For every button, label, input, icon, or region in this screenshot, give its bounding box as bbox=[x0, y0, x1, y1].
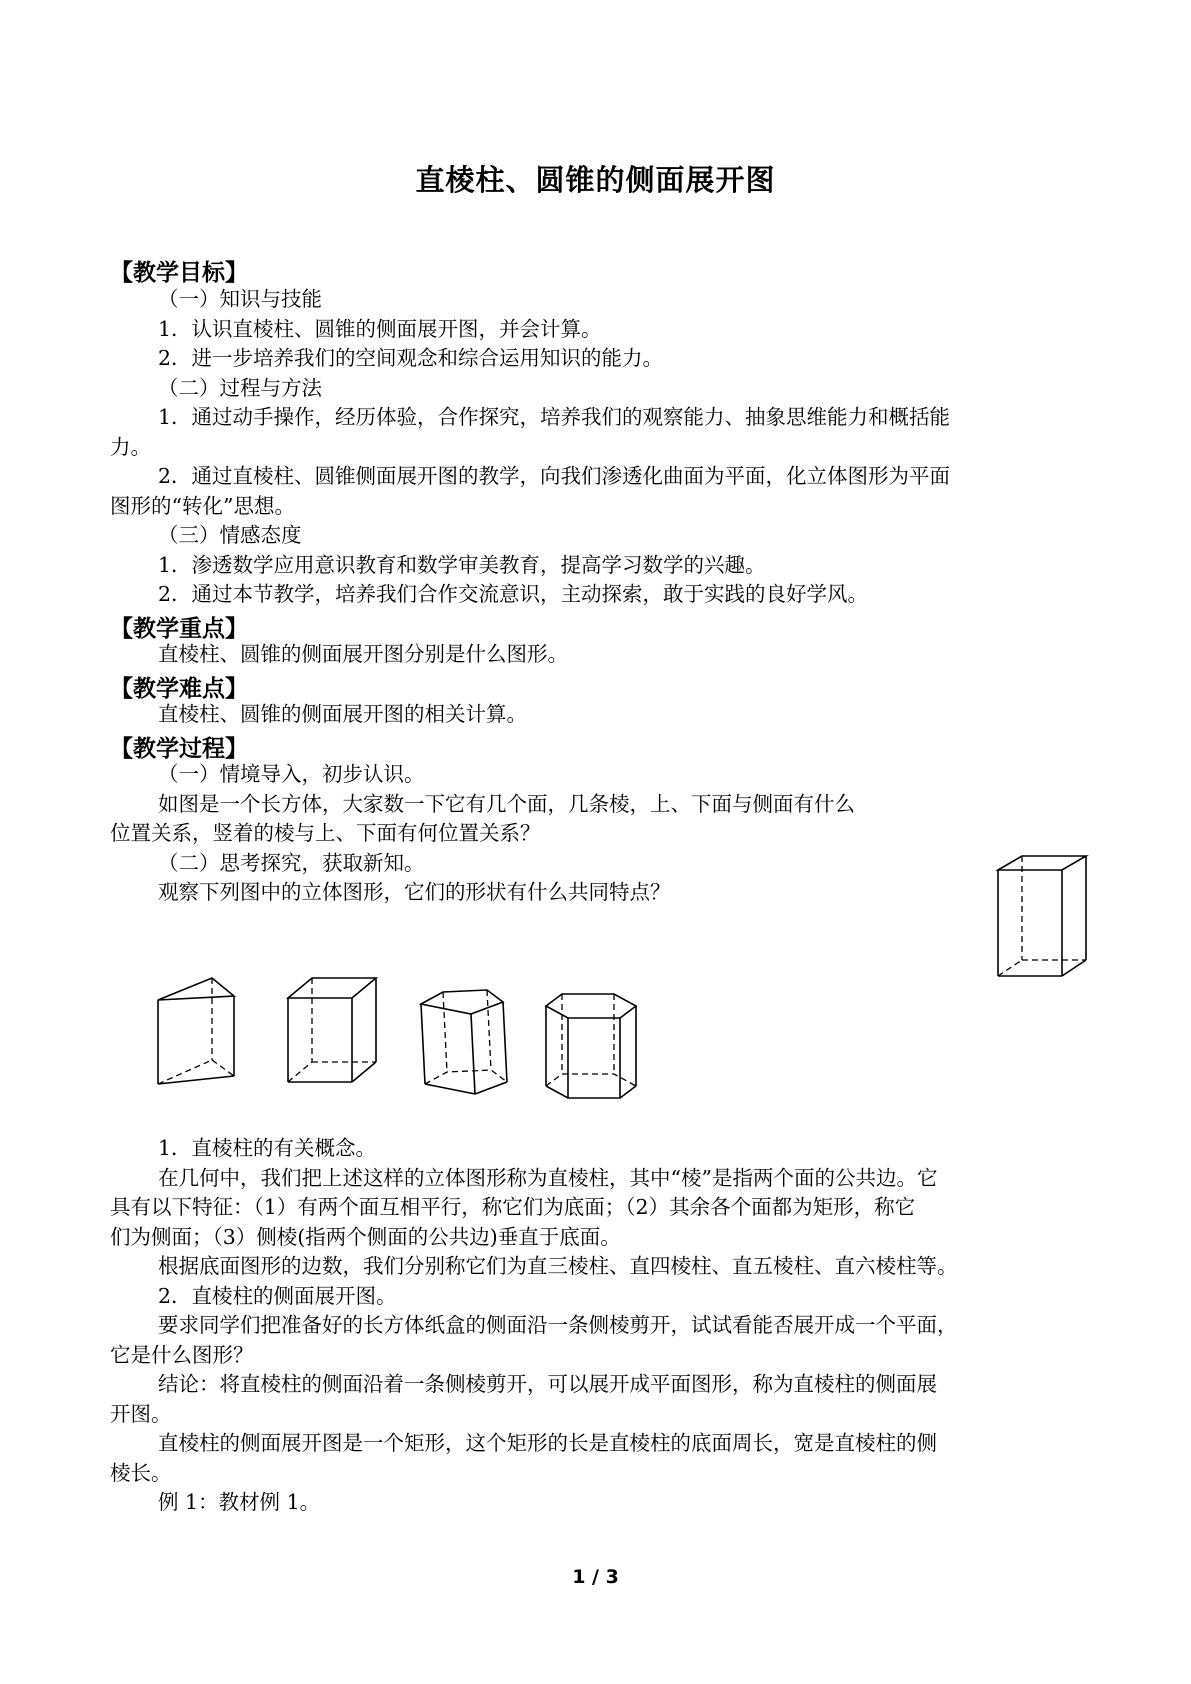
subheading-explore: （二）思考探究，获取新知。 bbox=[158, 851, 425, 875]
paragraph: 结论：将直棱柱的侧面沿着一条侧棱剪开，可以展开成平面图形，称为直棱柱的侧面展 bbox=[158, 1372, 937, 1396]
paragraph: 如图是一个长方体，大家数一下它有几个面，几条棱，上、下面与侧面有什么 bbox=[158, 792, 855, 816]
paragraph: 直棱柱的侧面展开图是一个矩形，这个矩形的长是直棱柱的底面周长，宽是直棱柱的侧 bbox=[158, 1431, 937, 1455]
section-heading-process: 【教学过程】 bbox=[110, 736, 248, 762]
paragraph: 观察下列图中的立体图形，它们的形状有什么共同特点？ bbox=[158, 880, 671, 904]
paragraph: 2．通过本节教学，培养我们合作交流意识，主动探索，敢于实践的良好学风。 bbox=[158, 582, 869, 606]
paragraph: 位置关系，竖着的棱与上、下面有何位置关系？ bbox=[110, 821, 541, 845]
hexagonal-prism-figure bbox=[540, 988, 650, 1106]
paragraph: 直棱柱、圆锥的侧面展开图的相关计算。 bbox=[158, 702, 527, 726]
paragraph: 们为侧面；（3）侧棱(指两个侧面的公共边)垂直于底面。 bbox=[110, 1225, 621, 1249]
paragraph: 2．通过直棱柱、圆锥侧面展开图的教学，向我们渗透化曲面为平面，化立体图形为平面 bbox=[158, 464, 951, 488]
paragraph: 图形的“转化”思想。 bbox=[110, 494, 295, 518]
subheading-intro: （一）情境导入，初步认识。 bbox=[158, 762, 425, 786]
quadrilateral-prism-figure bbox=[282, 972, 382, 1090]
paragraph: 根据底面图形的边数，我们分别称它们为直三棱柱、直四棱柱、直五棱柱、直六棱柱等。 bbox=[158, 1254, 958, 1278]
paragraph: 2．直棱柱的侧面展开图。 bbox=[158, 1284, 397, 1308]
page-title: 直棱柱、圆锥的侧面展开图 bbox=[415, 163, 776, 197]
page-number: 1 / 3 bbox=[572, 1566, 619, 1588]
paragraph: 1．渗透数学应用意识教育和数学审美教育，提高学习数学的兴趣。 bbox=[158, 553, 766, 577]
paragraph: 力。 bbox=[110, 435, 151, 459]
paragraph: 1．通过动手操作，经历体验，合作探究，培养我们的观察能力、抽象思维能力和概括能 bbox=[158, 405, 951, 429]
pentagonal-prism-figure bbox=[415, 984, 515, 1100]
paragraph: 1．认识直棱柱、圆锥的侧面展开图，并会计算。 bbox=[158, 317, 602, 341]
triangular-prism-figure bbox=[152, 972, 242, 1090]
paragraph: 要求同学们把准备好的长方体纸盒的侧面沿一条侧棱剪开，试试看能否展开成一个平面， bbox=[158, 1313, 958, 1337]
cuboid-figure bbox=[990, 850, 1100, 980]
section-heading-goals: 【教学目标】 bbox=[110, 260, 248, 286]
paragraph: 直棱柱、圆锥的侧面展开图分别是什么图形。 bbox=[158, 642, 568, 666]
subheading-process: （二）过程与方法 bbox=[158, 376, 322, 400]
section-heading-key: 【教学重点】 bbox=[110, 616, 248, 642]
subheading-attitude: （三）情感态度 bbox=[158, 523, 302, 547]
paragraph: 在几何中，我们把上述这样的立体图形称为直棱柱，其中“棱”是指两个面的公共边。它 bbox=[158, 1166, 938, 1190]
paragraph: 具有以下特征：（1）有两个面互相平行，称它们为底面；（2）其余各个面都为矩形，称它 bbox=[110, 1195, 916, 1219]
section-heading-difficulty: 【教学难点】 bbox=[110, 676, 248, 702]
paragraph: 1．直棱柱的有关概念。 bbox=[158, 1136, 377, 1160]
subheading-knowledge: （一）知识与技能 bbox=[158, 287, 322, 311]
paragraph: 2．进一步培养我们的空间观念和综合运用知识的能力。 bbox=[158, 346, 664, 370]
paragraph: 棱长。 bbox=[110, 1461, 172, 1485]
paragraph: 开图。 bbox=[110, 1402, 172, 1426]
paragraph: 它是什么图形？ bbox=[110, 1343, 254, 1367]
paragraph: 例 1：教材例 1。 bbox=[158, 1490, 321, 1514]
